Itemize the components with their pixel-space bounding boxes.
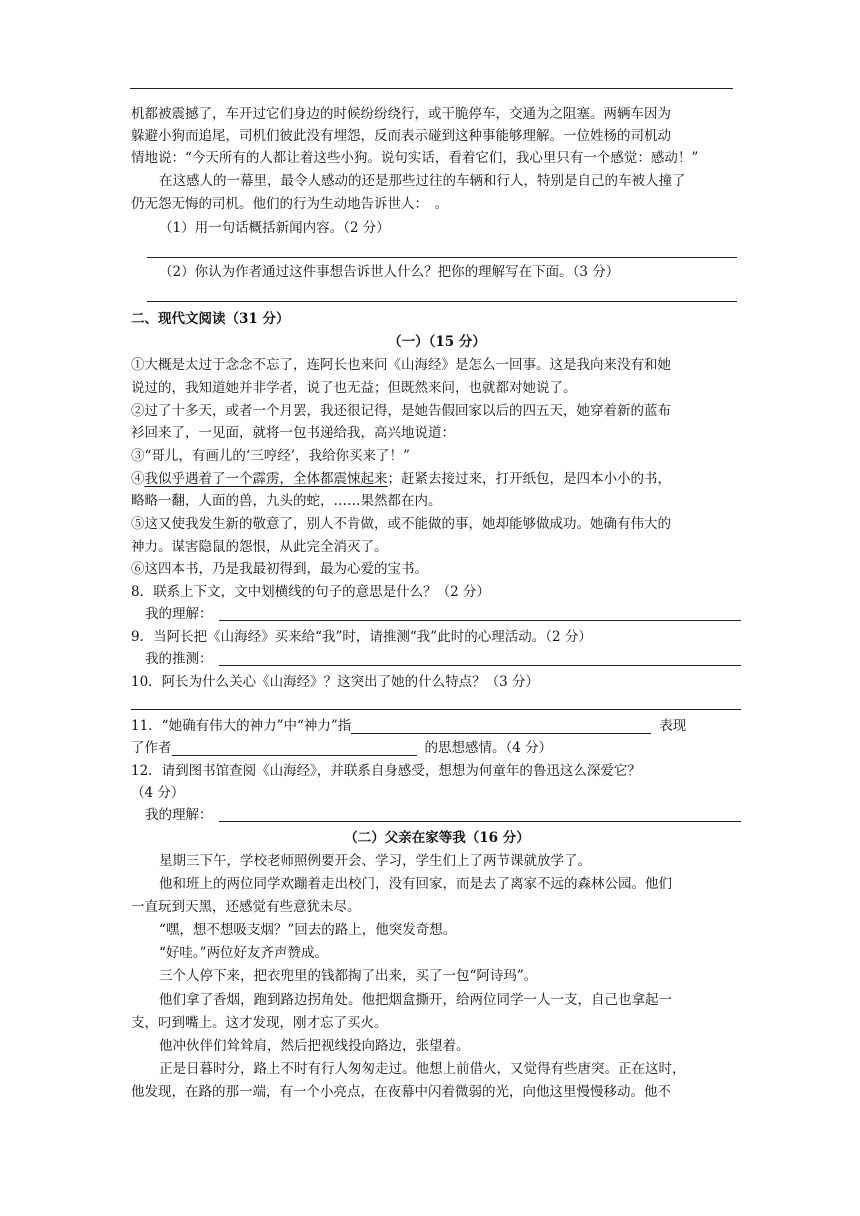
question-text: 表现 (659, 718, 687, 734)
story-line: “好哇。”两位好友齐声赞成。 (159, 945, 329, 961)
question-text: 了作者 (131, 740, 172, 756)
fill-blank[interactable] (172, 740, 417, 756)
passage-line: 略略一翻，人面的兽，九头的蛇，……果然都在内。 (131, 493, 442, 509)
passage-line: ⑤这又使我发生新的敬意了，别人不肯做，或不能做的事，她却能够做成功。她确有伟大的 (131, 516, 671, 532)
question-9: 9．当阿长把《山海经》买来给“我”时，请推测“我”此时的心理活动。（2 分） (131, 629, 592, 645)
news-text-line: 仍无怨无悔的司机。他们的行为生动地告诉世人： 。 (131, 196, 449, 212)
question-1: （1）用一句话概括新闻内容。（2 分） (159, 220, 390, 236)
paragraph-number: ④ (131, 471, 145, 487)
story-line: 他和班上的两位同学欢蹦着走出校门，没有回家，而是去了离家不远的森林公园。他们 (159, 876, 672, 892)
answer-line[interactable] (131, 709, 741, 710)
passage-line: ②过了十多天，或者一个月罢，我还很记得，是她告假回家以后的四五天，她穿着新的蓝布 (131, 403, 671, 419)
story-line: 星期三下午，学校老师照例要开会、学习，学生们上了两节课就放学了。 (159, 853, 591, 869)
answer-line[interactable] (219, 665, 741, 666)
story-line: 他发现，在路的那一端，有一个小亮点，在夜幕中闪着微弱的光，向他这里慢慢移动。他不 (131, 1084, 671, 1100)
passage-line: ⑥这四本书，乃是我最初得到，最为心爱的宝书。 (131, 561, 428, 577)
passage-line: 衫回来了，一见面，就将一包书递给我，高兴地说道： (131, 425, 455, 441)
story-line: 一直玩到天黑，还感觉有些意犹未尽。 (131, 899, 361, 915)
answer-line[interactable] (219, 620, 741, 621)
answer-label: 我的理解： (145, 807, 213, 823)
question-10: 10．阿长为什么关心《山海经》？这突出了她的什么特点？（3 分） (131, 674, 540, 690)
passage-line: 神力。谋害隐鼠的怨恨，从此完全消灭了。 (131, 539, 388, 555)
story-line: 他冲伙伴们耸耸肩，然后把视线投向路边，张望着。 (159, 1038, 470, 1054)
news-text-line: 躲避小狗而追尾，司机们彼此没有埋怨，反而表示碰到这种事能够理解。一位姓杨的司机动 (131, 128, 671, 144)
answer-label: 我的推测： (145, 651, 213, 667)
news-text-line: 在这感人的一幕里，最令人感动的还是那些过往的车辆和行人，特别是自己的车被人撞了 (159, 173, 686, 189)
part-title: （二）父亲在家等我（16 分） (344, 830, 530, 846)
story-line: 支，叼到嘴上。这才发现，刚才忘了买火。 (131, 1015, 388, 1031)
answer-line[interactable] (147, 301, 737, 302)
passage-text: ；赶紧去接过来，打开纸包，是四本小小的书， (387, 471, 671, 487)
question-11-cont (131, 738, 552, 758)
question-11 (131, 716, 686, 736)
passage-line: ③“哥儿，有画儿的‘三哼经’，我给你买来了！” (131, 448, 410, 464)
header-rule (130, 88, 733, 89)
question-text: 11．“她确有伟大的神力”中“神力”指 (131, 718, 352, 734)
story-line: 三个人停下来，把衣兜里的钱都掏了出来，买了一包“阿诗玛”。 (159, 968, 538, 984)
part-title: （一）（15 分） (388, 334, 486, 350)
question-8: 8．联系上下文，文中划横线的句子的意思是什么？（2 分） (131, 584, 490, 600)
story-line: 他们拿了香烟，跑到路边拐角处。他把烟盒撕开，给两位同学一人一支，自己也拿起一 (159, 992, 672, 1008)
answer-line[interactable] (219, 821, 741, 822)
news-text-line: 机都被震撼了，车开过它们身边的时候纷纷绕行，或干脆停车，交通为之阻塞。两辆车因为 (131, 106, 671, 122)
fill-blank[interactable] (351, 718, 651, 734)
question-12: 12．请到图书馆查阅《山海经》，并联系自身感受，想想为何童年的鲁迅这么深爱它？ (131, 763, 641, 779)
passage-line: ①大概是太过于念念不忘了，连阿长也来问《山海经》是怎么一回事。这是我向来没有和她 (131, 357, 671, 373)
question-text: 的思想感情。（4 分） (424, 740, 553, 756)
answer-label: 我的理解： (145, 606, 213, 622)
story-line: 正是日暮时分，路上不时有行人匆匆走过。他想上前借火，又觉得有些唐突。正在这时， (159, 1061, 686, 1077)
news-text-line: 情地说：“今天所有的人都让着这些小狗。说句实话，看着它们，我心里只有一个感觉：感动！” (131, 150, 699, 166)
passage-line: 说过的，我知道她并非学者，说了也无益；但既然来问，也就都对她说了。 (131, 380, 577, 396)
question-12-points: （4 分） (131, 785, 185, 801)
answer-line[interactable] (147, 257, 737, 258)
passage-line (131, 469, 671, 489)
question-2: （2）你认为作者通过这件事想告诉世人什么？把你的理解写在下面。（3 分） (159, 264, 620, 280)
section-heading: 二、现代文阅读（31 分） (131, 311, 290, 327)
story-line: “嘿，想不想吸支烟？”回去的路上，他突发奇想。 (159, 922, 457, 938)
underlined-sentence: 我似乎遇着了一个霹雳，全体都震悚起来 (144, 471, 388, 487)
